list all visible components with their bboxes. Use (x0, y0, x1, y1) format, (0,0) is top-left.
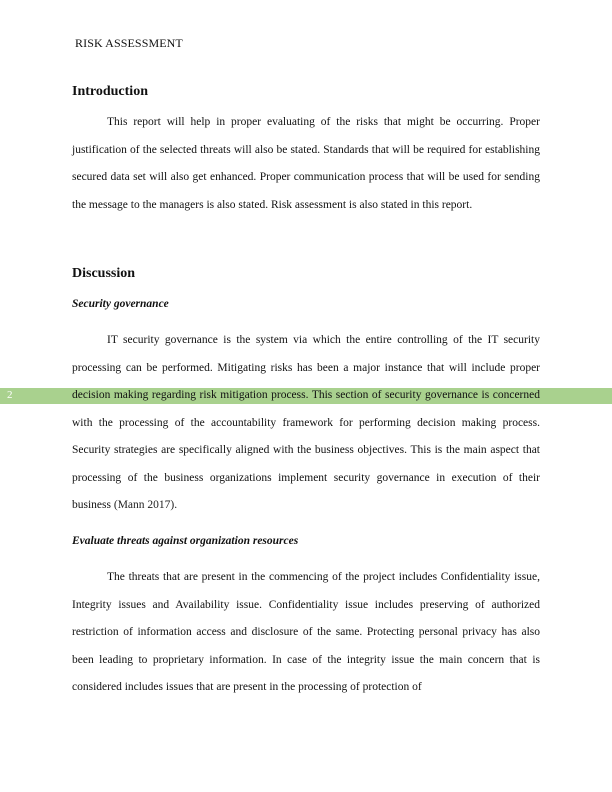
security-governance-heading: Security governance (72, 298, 169, 310)
introduction-paragraph: This report will help in proper evaluating of the risks that might be occurring. Proper justification of the selected threats will also be stated. Standards that will be required for establishing secured data set will also get enhanced. Proper communication process that will be used for sending the message to the managers is also stated. Risk assessment is also stated in this report. (72, 116, 540, 211)
introduction-heading: Introduction (72, 84, 148, 99)
evaluate-threats-paragraph: The threats that are present in the commencing of the project includes Confidentiality issue, Integrity issues and Availability issue. Confidentiality issue includes preserving of authorized restriction of information access and disclosure of the same. Protecting personal privacy has also been leading to proprietary information. In case of the integrity issue the main concern that is considered includes issues that are present in the processing of protection of (72, 571, 540, 693)
security-governance-paragraph (72, 327, 540, 520)
citation: (Mann 2017). (113, 499, 178, 511)
security-governance-text: IT security governance is the system via which the entire controlling of the IT security processing can be performed. Mitigating risks has been a major instance that will include proper decision making regarding risk mitigation process. This section of security governance is concerned with the processing of the accountability framework for performing decision making process. Security strategies are specifically aligned with the business objectives. This is the main aspect that processing of the business organizations implement security governance in execution of their business (72, 334, 540, 511)
discussion-heading: Discussion (72, 266, 136, 281)
running-head: RISK ASSESSMENT (75, 36, 183, 50)
evaluate-threats-heading: Evaluate threats against organization resources (72, 535, 299, 547)
line-number: 2 (7, 389, 13, 401)
